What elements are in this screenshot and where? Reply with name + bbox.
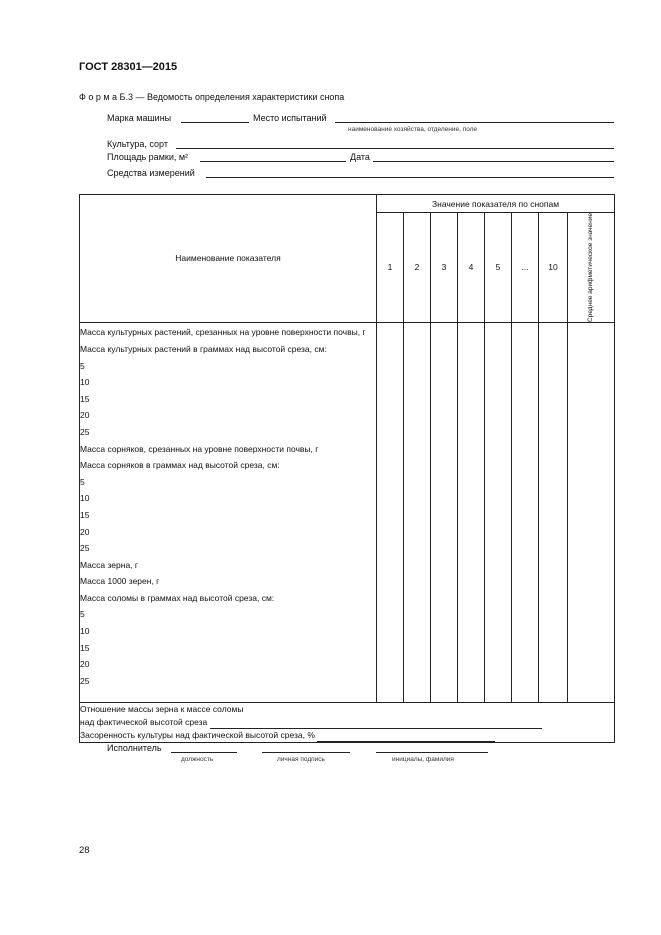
value-cell-10[interactable] [539,322,568,702]
crop-label: Культура, сорт [107,139,168,149]
value-cell-2[interactable] [404,322,431,702]
col-header-group: Значение показателя по снопам [377,195,615,213]
value-cell-5[interactable] [485,322,512,702]
name-caption: инициалы, фамилия [392,756,454,763]
table-row: 10 [80,493,90,504]
table-row: 5 [80,609,85,620]
test-place-line[interactable] [335,122,614,123]
table-row: Масса соломы в граммах над высотой среза, см: [80,592,275,603]
table-row: 5 [80,476,85,487]
table-row: Масса культурных растений в граммах над высотой среза, см: [80,343,327,354]
instruments-line[interactable] [206,177,614,178]
table-footer [80,702,615,742]
table-row: 5 [80,360,85,371]
value-cell-mean[interactable] [568,322,615,702]
col-sheaf-5: 5 [485,213,512,323]
value-cell-ellipsis[interactable] [512,322,539,702]
col-sheaf-4: 4 [458,213,485,323]
table-row: 10 [80,377,90,388]
table-row: 15 [80,509,90,520]
name-line[interactable] [376,752,488,753]
value-cell-4[interactable] [458,322,485,702]
table-row: 20 [80,526,90,537]
signature-label: Исполнитель [107,743,162,753]
page-number: 28 [79,845,90,856]
col-sheaf-ellipsis: ... [512,213,539,323]
table-row: 25 [80,426,90,437]
frame-area-label: Площадь рамки, м² [107,152,189,162]
table-row: 25 [80,675,90,686]
col-sheaf-10: 10 [539,213,568,323]
crop-line[interactable] [176,148,614,149]
table-row: Масса зерна, г [80,559,138,570]
position-line[interactable] [171,752,237,753]
table-row: Масса 1000 зерен, г [80,576,160,587]
table-row: 20 [80,410,90,421]
table-row: Масса культурных растений, срезанных на уровне поверхности почвы, г [80,326,366,337]
rows-column [80,322,377,702]
instruments-label: Средства измерений [107,168,195,178]
value-cell-3[interactable] [431,322,458,702]
table-row: 10 [80,626,90,637]
col-sheaf-1: 1 [377,213,404,323]
sheaf-table [79,194,615,743]
signature-caption: личная подпись [277,756,325,763]
col-mean-label: Среднее арифметическое значение [587,213,595,322]
col-sheaf-3: 3 [431,213,458,323]
date-label: Дата [350,152,370,162]
table-row: 20 [80,659,90,670]
ratio-line-1: Отношение массы зерна к массе соломы [80,703,244,714]
table-row: Масса сорняков, срезанных на уровне поверхности почвы, г [80,443,319,454]
table-row: 15 [80,642,90,653]
position-caption: должность [181,756,214,763]
signature-line[interactable] [262,752,350,753]
ratio-value-line[interactable] [210,719,542,729]
form-title: Ф о р м а Б.3 — Ведомость определения характеристики снопа [79,92,345,102]
col-header-name: Наименование показателя [80,195,377,323]
table-row: Масса сорняков в граммах над высотой среза, см: [80,460,280,471]
col-sheaf-2: 2 [404,213,431,323]
machine-label: Марка машины [107,113,172,123]
table-row: 25 [80,543,90,554]
machine-line[interactable] [181,122,249,123]
test-place-label: Место испытаний [253,113,327,123]
date-line[interactable] [373,161,614,162]
table-row: 15 [80,393,90,404]
weediness-label: Засоренность культуры над фактической высотой среза, % [80,729,315,740]
ratio-line-2: над фактической высотой среза [80,716,208,727]
value-cell-1[interactable] [377,322,404,702]
weediness-value-line[interactable] [317,732,495,742]
test-place-caption: наименование хозяйства, отделение, поле [348,126,478,133]
col-mean [568,213,615,323]
document-code: ГОСТ 28301—2015 [79,61,178,73]
frame-area-line[interactable] [200,161,346,162]
